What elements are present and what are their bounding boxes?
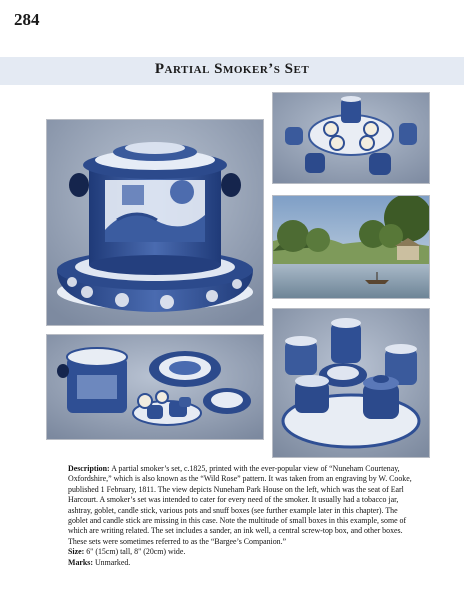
size-label: Size: xyxy=(68,547,85,557)
photo-cup-plates xyxy=(46,334,264,440)
marks-label: Marks: xyxy=(68,557,93,567)
size-text: 6" (15cm) tall, 8" (20cm) wide. xyxy=(86,547,186,557)
smoker-set-tray-top-view-icon xyxy=(273,93,429,183)
large-blue-transfer-stand-with-lion-handles-icon xyxy=(47,120,263,325)
marks-line xyxy=(68,558,418,568)
caption xyxy=(68,464,418,568)
photo-tray-angle xyxy=(272,308,430,458)
description-paragraph xyxy=(68,464,418,547)
size-line xyxy=(68,547,418,557)
description-label: Description: xyxy=(68,464,110,473)
page-number: 284 xyxy=(14,10,40,29)
description-text: A partial smoker’s set, c.1825, printed with the ever-popular view of “Nuneham Courtenay, Oxfordshire,” which is also known as the “Wild Rose” pattern. It was taken from an engraving by W. Cooke, published 1 February, 1811. The view depicts Nuneham Park House on the left, which was the seat of Earl Harcourt. A smoker’s set was intended to cater for every need of the smoker. It usually had a tobacco jar, ashtray, goblet, candle stick, various pots and snuff boxes (see further example later in this chapter). The goblet and candle stick are missing in this case. Note the multitude of small boxes in this example, some of which are writing related. The set includes a sander, an ink well, a central screw-top box, and other boxes. These sets were sometimes referred to as the “Bargee’s Companion.” xyxy=(68,464,412,546)
marks-text: Unmarked. xyxy=(94,557,131,567)
photo-tray-top xyxy=(272,92,430,184)
photo-large-stand xyxy=(46,119,264,326)
river-landscape-engraving-icon xyxy=(273,196,429,298)
smoker-set-tray-angle-view-icon xyxy=(273,309,429,457)
photo-landscape xyxy=(272,195,430,299)
cup-plates-and-small-boxes-icon xyxy=(47,335,263,439)
page-title: Partial Smoker’s Set xyxy=(154,61,310,77)
